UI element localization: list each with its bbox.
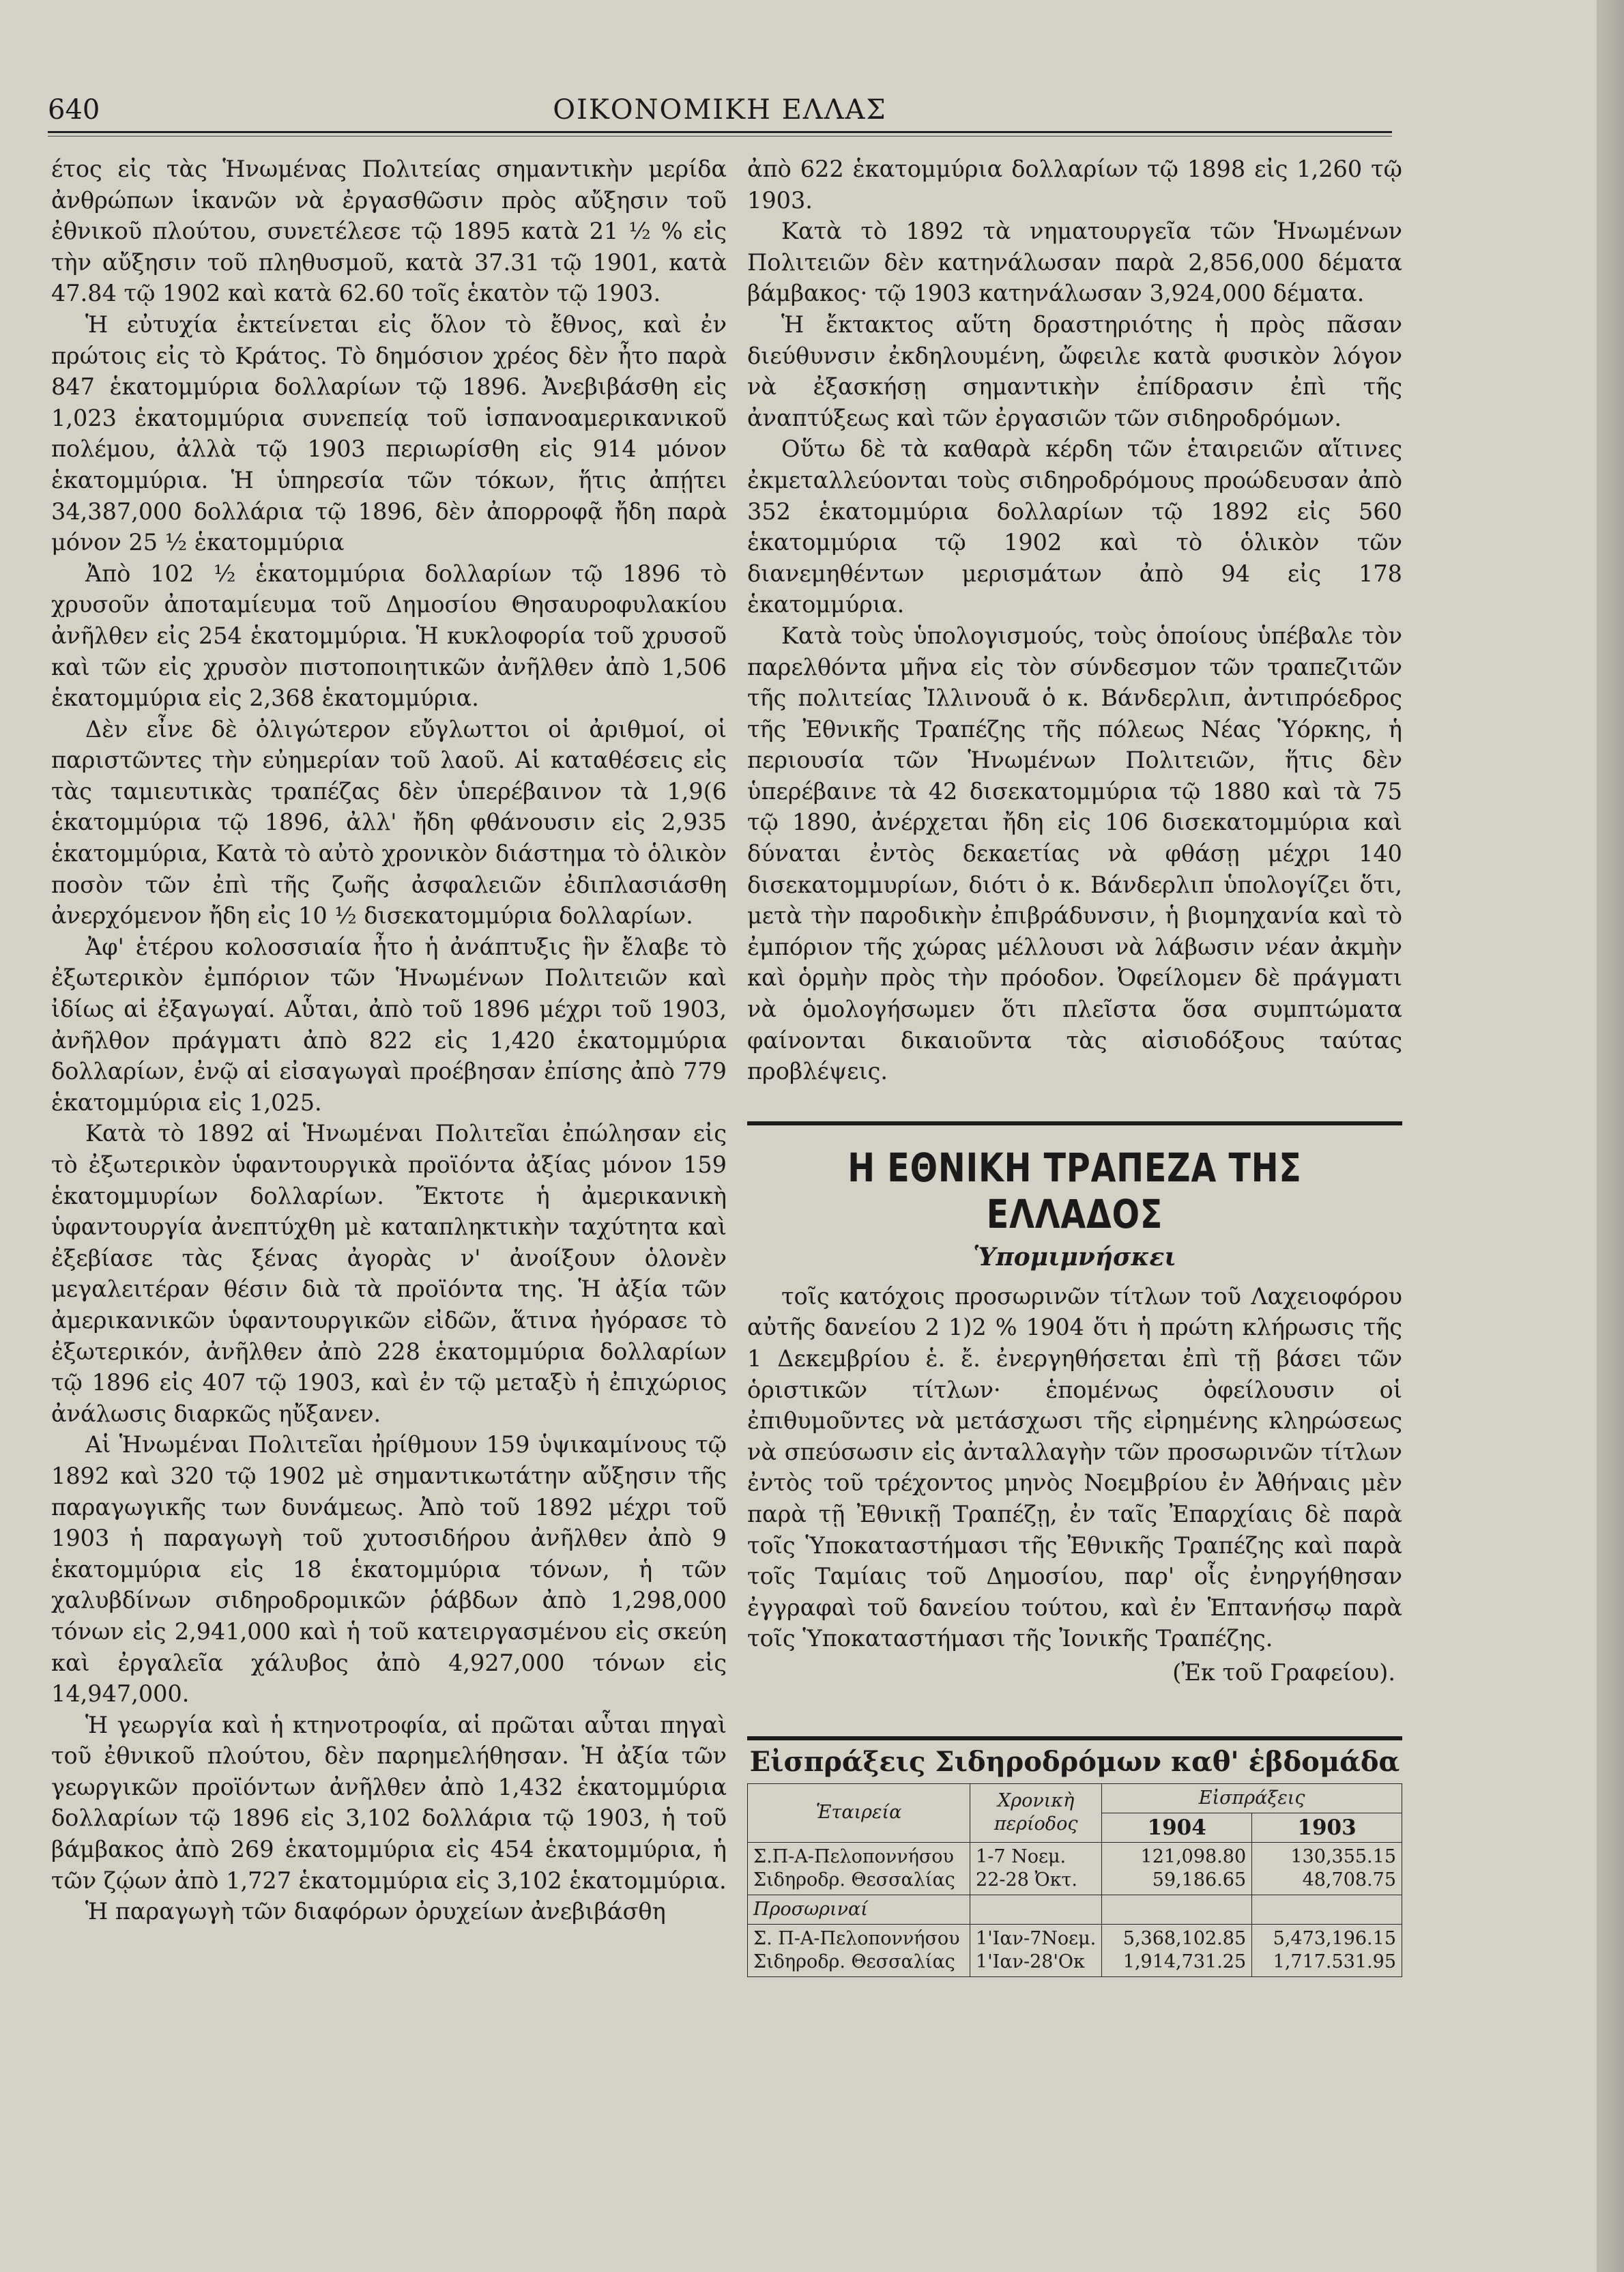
- value-line: 5,368,102.85: [1122, 1927, 1247, 1949]
- left-paragraph-2: Ἡ εὐτυχία ἐκτείνεται εἰς ὅλον τὸ ἔθνος, καὶ ἐν πρώτοις εἰς τὸ Κράτος. Τὸ δημόσιον χρέος δὲν ἦτο παρὰ 847 ἑκατομμύρια δολλαρίων τῷ 1896. Ἀνεβιβάσθη εἰς 1,023 ἑκατομμύρια συνεπείᾳ τοῦ ἱσπανοαμερικανικοῦ πολέμου, ἀλλὰ τῷ 1903 περιωρίσθη εἰς 914 μόνον ἑκατομμύρια. Ἡ ὑπηρεσία τῶν τόκων, ἥτις ἀπῄτει 34,387,000 δολλάρια τῷ 1896, δὲν ἀπορροφᾷ ἤδη παρὰ μόνον 25 ½ ἑκατομμύρια: [51, 311, 727, 556]
- row-value-1904: [1102, 1924, 1252, 1976]
- row-company: [748, 1842, 970, 1895]
- period-line: 1'Ιαν-28'Οκ: [976, 1951, 1085, 1972]
- table-section-row: [748, 1895, 1402, 1924]
- right-paragraph-5: Κατὰ τοὺς ὑπολογισμούς, τοὺς ὁποίους ὑπέβαλε τὸν παρελθόντα μῆνα εἰς τὸν σύνδεσμον τῶν τραπεζιτῶν τῆς πολιτείας Ἰλλινουᾶ ὁ κ. Βάνδερλιπ, ἀντιπρόεδρος τῆς Ἐθνικῆς Τραπέζης τῆς πόλεως Νέας Ὑόρκης, ἡ περιουσία τῶν Ἡνωμένων Πολιτειῶν, ἥτις δὲν ὑπερέβαινε τὰ 42 δισεκατομμύρια τῷ 1880 καὶ τὰ 75 τῷ 1890, ἀνέρχεται ἤδη εἰς 106 δισεκατομμύρια καὶ δύναται ἐντὸς δεκαετίας νὰ φθάσῃ μέχρι 140 δισεκατομμυρίων, διότι ὁ κ. Βάνδερλιπ ὑπολογίζει ὅτι, μετὰ τὴν παροδικὴν ἐπιβράδυνσιν, ἡ βιομηχανία καὶ τὸ ἐμπόριον τῆς χώρας μέλλουσι νὰ λάβωσιν νέαν ἀκμὴν καὶ ὁρμὴν πρὸς τὴν πρόοδον. Ὀφείλομεν δὲ πράγματι νὰ ὁμολογήσωμεν ὅτι πλεῖστα ὅσα συμπτώματα φαίνονται δικαιοῦντα τὰς αἰσιοδόξους ταύτας προβλέψεις.: [747, 622, 1402, 1085]
- company-line: Σιδηροδρ. Θεσσαλίας: [753, 1951, 955, 1972]
- value-line: 1,717.531.95: [1273, 1951, 1396, 1972]
- header-year-1903: 1903: [1252, 1813, 1402, 1842]
- empty-cell: [1102, 1895, 1252, 1924]
- row-value-1903: [1252, 1924, 1402, 1976]
- row-company: [748, 1924, 970, 1976]
- right-column: [747, 154, 1402, 1977]
- table-row: [748, 1842, 1402, 1895]
- left-paragraph-3: Ἀπὸ 102 ½ ἑκατομμύρια δολλαρίων τῷ 1896 τὸ χρυσοῦν ἀποταμίευμα τοῦ Δημοσίου Θησαυροφυλακίου ἀνῆλθεν εἰς 254 ἑκατομμύρια. Ἡ κυκλοφορία τοῦ χρυσοῦ καὶ τῶν εἰς χρυσὸν πιστοποιητικῶν ἀνῆλθεν ἀπὸ 1,506 ἑκατομμύρια εἰς 2,368 ἑκατομμύρια.: [51, 560, 727, 712]
- notice-title: Η ΕΘΝΙΚΗ ΤΡΑΠΕΖΑ ΤΗΣ ΕΛΛΑΔΟΣ: [847, 1144, 1302, 1237]
- left-paragraph-4: Δὲν εἶνε δὲ ὀλιγώτερον εὔγλωττοι οἱ ἀριθμοί, οἱ παριστῶντες τὴν εὐημερίαν τοῦ λαοῦ. Αἱ καταθέσεις εἰς τὰς ταμιευτικὰς τραπέζας δὲν ὑπερέβαινον τὰ 1,9(6 ἑκατομμύρια τῷ 1896, ἀλλ' ἤδη φθάνουσιν εἰς 2,935 ἑκατομμύρια, Κατὰ τὸ αὐτὸ χρονικὸν διάστημα τὸ ὁλικὸν ποσὸν τῶν ἐπὶ τῆς ζωῆς ἀσφαλειῶν ἐδιπλασιάσθη ἀνερχόμενον ἤδη εἰς 10 ½ δισεκατομμύρια δολλαρίων.: [51, 715, 727, 930]
- empty-cell: [970, 1895, 1102, 1924]
- notice-subtitle: Ὑπομιμνήσκει: [973, 1242, 1176, 1271]
- page-header: [48, 94, 1392, 135]
- right-paragraph-2: Κατὰ τὸ 1892 τὰ νηματουργεῖα τῶν Ἡνωμένων Πολιτειῶν δὲν κατηνάλωσαν παρὰ 2,856,000 δέματα βάμβακος· τῷ 1903 κατηνάλωσαν 3,924,000 δέματα.: [747, 218, 1402, 307]
- right-paragraph-3: Ἡ ἔκτακτος αὕτη δραστηριότης ἡ πρὸς πᾶσαν διεύθυνσιν ἐκδηλουμένη, ὤφειλε κατὰ φυσικὸν λόγον νὰ ἐξασκήσῃ σημαντικὴν ἐπίδρασιν ἐπὶ τῆς ἀναπτύξεως καὶ τῶν ἐργασιῶν τῶν σιδηροδρόμων.: [747, 311, 1402, 431]
- notice-top-rule: [747, 1121, 1402, 1125]
- header-year-1904: 1904: [1102, 1813, 1252, 1842]
- value-line: 130,355.15: [1290, 1845, 1396, 1867]
- value-line: 5,473,196.15: [1273, 1927, 1396, 1949]
- row-value-1904: [1102, 1842, 1252, 1895]
- period-line: 1-7 Νοεμ.: [976, 1845, 1067, 1867]
- table-title: Εἰσπράξεις Σιδηροδρόμων καθ' ἑβδομάδα: [749, 1745, 1400, 1778]
- running-title: ΟΙΚΟΝΟΜΙΚΗ ΕΛΛΑΣ: [553, 94, 887, 126]
- section-label: Προσωριναί: [748, 1895, 970, 1924]
- header-company: Ἑταιρεία: [748, 1783, 970, 1842]
- row-value-1903: [1252, 1842, 1402, 1895]
- period-line: 1'Ιαν-7Νοεμ.: [976, 1927, 1097, 1949]
- table-top-rule: [747, 1736, 1402, 1740]
- header-receipts: Εἰσπράξεις: [1102, 1783, 1402, 1813]
- page-edge: [1597, 0, 1624, 2272]
- value-line: 1,914,731.25: [1122, 1951, 1247, 1972]
- empty-cell: [1252, 1895, 1402, 1924]
- row-period: [970, 1924, 1102, 1976]
- header-rule: [48, 131, 1392, 133]
- value-line: 121,098.80: [1140, 1845, 1247, 1867]
- company-line: Σιδηροδρ. Θεσσαλίας: [753, 1869, 955, 1890]
- right-paragraph-4: Οὕτω δὲ τὰ καθαρὰ κέρδη τῶν ἑταιρειῶν αἵτινες ἐκμεταλλεύονται τοὺς σιδηροδρόμους προώδευσαν ἀπὸ 352 ἑκατομμύρια δολλαρίων τῷ 1892 εἰς 560 ἑκατομμύρια τῷ 1902 καὶ τὸ ὁλικὸν τῶν διανεμηθέντων μερισμάτων ἀπὸ 94 εἰς 178 ἑκατομμύρια.: [747, 435, 1402, 618]
- left-paragraph-1: έτος εἰς τὰς Ἡνωμένας Πολιτείας σημαντικὴν μερίδα ἀνθρώπων ἱκανῶν νὰ ἐργασθῶσιν πρὸς αὔξησιν τοῦ ἐθνικοῦ πλούτου, συνετέλεσε τῷ 1895 κατὰ 21 ½ % εἰς τὴν αὔξησιν τοῦ πληθυσμοῦ, κατὰ 37.31 τῷ 1901, κατὰ 47.84 τῷ 1902 καὶ κατὰ 62.60 τοῖς ἑκατὸν τῷ 1903.: [51, 156, 727, 307]
- page-number: 640: [48, 94, 100, 126]
- left-paragraph-6: Κατὰ τὸ 1892 αἱ Ἡνωμέναι Πολιτεῖαι ἐπώλησαν εἰς τὸ ἐξωτερικὸν ὑφαντουργικὰ προϊόντα ἀξίας μόνον 159 ἑκατομμυρίων δολλαρίων. Ἔκτοτε ἡ ἀμερικανικὴ ὑφαντουργία ἀνεπτύχθη μὲ καταπληκτικὴν ταχύτητα καὶ ἐξεβίασε τὰς ξένας ἀγορὰς ν' ἀνοίξουν ὁλονὲν μεγαλειτέραν θέσιν διὰ τὰ προϊόντα της. Ἡ ἀξία τῶν ἀμερικανικῶν ὑφαντουργικῶν εἰδῶν, ἅτινα ἠγόρασε τὸ ἐξωτερικόν, ἀνῆλθεν ἀπὸ 228 ἑκατομμύρια δολλαρίων τῷ 1896 εἰς 407 τῷ 1903, καὶ ἐν τῷ μεταξὺ ἡ ἐπιχώριος ἀνάλωσις διαρκῶς ηὔξανεν.: [51, 1120, 727, 1427]
- left-paragraph-7: Αἱ Ἡνωμέναι Πολιτεῖαι ἠρίθμουν 159 ὑψικαμίνους τῷ 1892 καὶ 320 τῷ 1902 μὲ σημαντικωτάτην αὔξησιν τῆς παραγωγικῆς των δυνάμεως. Ἀπὸ τοῦ 1892 μέχρι τοῦ 1903 ἡ παραγωγὴ τοῦ χυτοσιδήρου ἀνῆλθεν ἀπὸ 9 ἑκατομμύρια εἰς 18 ἑκατομμύρια τόνων, ἡ τῶν χαλυβδίνων σιδηροδρομικῶν ῥάβδων ἀπὸ 1,298,000 τόνων εἰς 2,941,000 καὶ ἡ τοῦ κατειργασμένου εἰς σκεύη καὶ ἐργαλεῖα χάλυβος ἀπὸ 4,927,000 τόνων εἰς 14,947,000.: [51, 1431, 727, 1708]
- company-line: Σ. Π-Α-Πελοποννήσου: [753, 1927, 960, 1949]
- value-line: 48,708.75: [1302, 1869, 1396, 1890]
- company-line: Σ.Π-Α-Πελοποννήσου: [753, 1845, 954, 1867]
- left-paragraph-8: Ἡ γεωργία καὶ ἡ κτηνοτροφία, αἱ πρῶται αὗται πηγαὶ τοῦ ἐθνικοῦ πλούτου, δὲν παρημελήθησαν. Ἡ ἀξία τῶν γεωργικῶν προϊόντων ἀνῆλθεν ἀπὸ 1,432 ἑκατομμύρια δολλαρίων τῷ 1896 εἰς 3,102 δολλάρια τῷ 1903, ἡ τοῦ βάμβακος ἀπὸ 269 ἑκατομμύρια εἰς 454 ἑκατομμύρια, ἡ τῶν ζῴων ἀπὸ 1,727 ἑκατομμύρια εἰς 3,102 ἑκατομμύρια.: [51, 1711, 727, 1894]
- row-period: [970, 1842, 1102, 1895]
- header-period: Χρονικὴ περίοδος: [970, 1783, 1102, 1842]
- table-header-row: [748, 1783, 1402, 1813]
- left-column: [51, 154, 727, 1927]
- receipts-table: [747, 1783, 1402, 1977]
- notice-signature: (Ἐκ τοῦ Γραφείου).: [1172, 1658, 1395, 1686]
- left-paragraph-5: Ἀφ' ἑτέρου κολοσσιαία ἦτο ἡ ἀνάπτυξις ἣν ἔλαβε τὸ ἐξωτερικὸν ἐμπόριον τῶν Ἡνωμένων Πολιτειῶν καὶ ἰδίως αἱ ἐξαγωγαί. Αὗται, ἀπὸ τοῦ 1896 μέχρι τοῦ 1903, ἀνῆλθον πράγματι ἀπὸ 822 εἰς 1,420 ἑκατομμύρια δολλαρίων, ἐνῷ αἱ εἰσαγωγαὶ προέβησαν ἐπίσης ἀπὸ 779 ἑκατομμύρια εἰς 1,025.: [51, 933, 727, 1116]
- left-paragraph-9: Ἡ παραγωγὴ τῶν διαφόρων ὀρυχείων ἀνεβιβάσθη: [85, 1898, 666, 1925]
- notice-body: τοῖς κατόχοις προσωρινῶν τίτλων τοῦ Λαχειοφόρου αὐτῆς δανείου 2 1)2 % 1904 ὅτι ἡ πρώτη κλήρωσις τῆς 1 Δεκεμβρίου ἑ. ἔ. ἐνεργηθήσεται ἐπὶ τῇ βάσει τῶν ὁριστικῶν τίτλων· ἑπομένως ὀφείλουσιν οἱ ἐπιθυμοῦντες νὰ μετάσχωσι τῆς εἰρημένης κληρώσεως νὰ σπεύσωσιν εἰς ἀνταλλαγὴν τῶν προσωρινῶν τίτλων ἐντὸς τοῦ τρέχοντος μηνὸς Νοεμβρίου ἐν Ἀθήναις μὲν παρὰ τῇ Ἐθνικῇ Τραπέζῃ, ἐν ταῖς Ἐπαρχίαις δὲ παρὰ τοῖς Ὑποκαταστήμασι τῆς Ἐθνικῆς Τραπέζης καὶ παρὰ τοῖς Ταμίαις τοῦ Δημοσίου, παρ' οἷς ἐνηργήθησαν ἐγγραφαὶ τοῦ δανείου τούτου, καὶ ἐν Ἑπτανήσῳ παρὰ τοῖς Ὑποκαταστήμασι τῆς Ἰονικῆς Τραπέζης.: [747, 1282, 1402, 1652]
- period-line: 22-28 Ὀκτ.: [976, 1869, 1077, 1890]
- value-line: 59,186.65: [1152, 1869, 1247, 1890]
- table-row: [748, 1924, 1402, 1976]
- right-paragraph-1: ἀπὸ 622 ἑκατομμύρια δολλαρίων τῷ 1898 εἰς 1,260 τῷ 1903.: [747, 156, 1402, 214]
